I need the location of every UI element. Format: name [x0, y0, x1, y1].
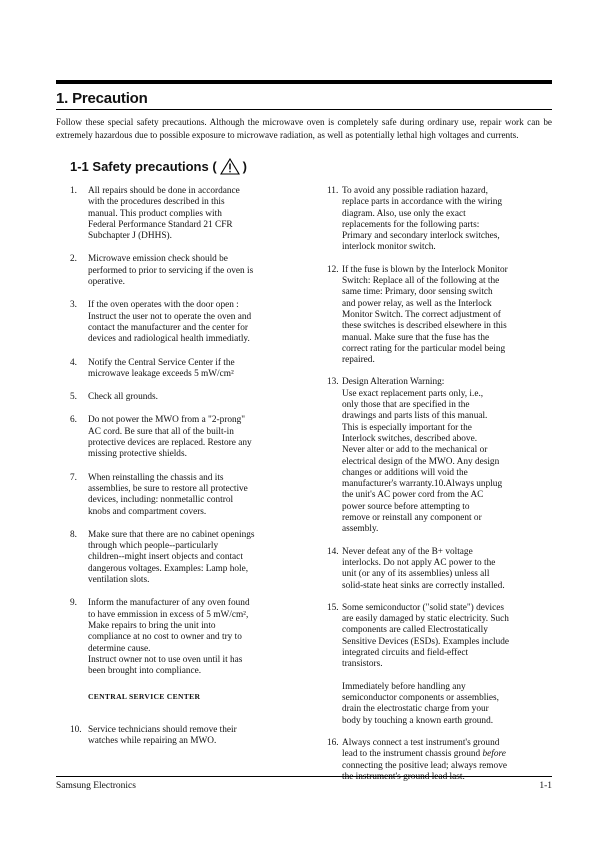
item-number: 10.: [70, 724, 82, 735]
item-number: 8.: [70, 529, 77, 540]
list-item: [70, 358, 302, 381]
item-text: Design Alteration Warning: Use exact replacement parts only, i.e., only those that are specified in the drawings and parts lists of this manual. This is especially important for the Interlock switches, described above. Never alter or add to the mechanical or electrical design of the MWO. Any design changes or additions will void the manufacturer's warranty.10.Always unplug the unit's AC power cord from the AC power source before attempting to remove or reinstall any component or assembly.: [342, 377, 503, 535]
item-text: To avoid any possible radiation hazard, replace parts in accordance with the wiring diagram. Also, use only the exact replacements for the following parts: Primary and secondary interlock switches, interlock monitor switch.: [342, 186, 503, 253]
list-item: [70, 725, 302, 748]
item-number: 1.: [70, 186, 77, 196]
item-number: 7.: [70, 472, 77, 483]
item-number: 13.: [327, 377, 339, 388]
subtitle-prefix: 1-1 Safety precautions (: [70, 159, 217, 174]
item-text: Notify the Central Service Center if the microwave leakage exceeds 5 mW/cm²: [88, 357, 235, 379]
item-number: 15.: [327, 602, 339, 613]
right-column: [327, 186, 555, 794]
item-text: Make sure that there are no cabinet openings through which people--particularly children--might insert objects and contact dangerous voltages. Examples: Lamp hole, ventilation slots.: [88, 529, 255, 586]
title-rule: [56, 109, 552, 110]
page-title: 1. Precaution: [56, 90, 148, 107]
list-item: [327, 547, 555, 592]
list-item: [70, 254, 302, 288]
list-item: [70, 415, 302, 460]
intro-paragraph: Follow these special safety precautions. Although the microwave oven is completely safe during ordinary use, repair work can be extremely hazardous due to possible exposure to microwave radiation, as well as potentially lethal high voltages and currents.: [56, 117, 552, 140]
item-text: Check all grounds.: [88, 392, 158, 403]
footer-rule: [56, 776, 552, 777]
item-text: When reinstalling the chassis and its assemblies, be sure to restore all protective devices, including: nonmetallic control knobs and compartment covers.: [88, 472, 248, 517]
list-item: [327, 265, 555, 367]
item-number: 5.: [70, 392, 77, 403]
item-number: 14.: [327, 546, 339, 557]
item-number: 9.: [70, 598, 77, 609]
item-text: Microwave emission check should be performed to prior to servicing if the oven is operative.: [88, 254, 254, 288]
list-item: [327, 377, 555, 535]
left-column: [70, 186, 302, 759]
item-text-emphasis: before: [482, 749, 506, 760]
item-number: 2.: [70, 254, 77, 265]
central-service-center-label: CENTRAL SERVICE CENTER: [88, 692, 201, 702]
item-number: 4.: [70, 357, 77, 368]
item-text: If the fuse is blown by the Interlock Monitor Switch: Replace all of the following at the same time: Primary, door sensing switch and power relay, as well as the Interlock Monitor Switch. The correct adjustment of these switches is described elsewhere in this manual. Make sure that the fuse has the correct rating for the particular model being repaired.: [342, 264, 508, 366]
item-text: Service technicians should remove their watches while repairing an MWO.: [88, 724, 237, 746]
item-text: Never defeat any of the B+ voltage interlocks. Do not apply AC power to the unit (or any of its assemblies) unless all solid-state heat sinks are correctly installed.: [342, 546, 505, 591]
section-subtitle: [70, 158, 247, 175]
list-item: [70, 598, 302, 677]
item-number: 3.: [70, 300, 77, 311]
top-rule: [56, 80, 552, 84]
list-item: [327, 186, 555, 254]
item-number: 12.: [327, 264, 339, 275]
list-item: [70, 300, 302, 345]
item-text-part: connecting the positive lead; always remove: [342, 760, 507, 771]
item-text-part: Always connect a test instrument's ground lead to the instrument chassis ground: [342, 738, 500, 760]
list-item: [70, 473, 302, 518]
list-item: [327, 603, 555, 727]
item-text: If the oven operates with the door open : Instruct the user not to operate the oven and contact the manufacturer and the center for devices and radiological health immediatly.: [88, 300, 252, 345]
warning-triangle-icon: [220, 158, 240, 175]
subtitle-suffix: ): [242, 159, 247, 174]
item-text: Some semiconductor ("solid state") devices are easily damaged by static electricity. Such components are called Electrostatically Sensitive Devices (ESDs). Examples include integrated circuits and field-effect transistors. Immediately before handling any semiconductor components or assemblies, drain the electrostatic charge from your body by touching a known earth ground.: [342, 602, 510, 726]
footer-page-number: 1-1: [539, 781, 552, 791]
item-number: 11.: [327, 186, 339, 196]
list-item: [70, 530, 302, 586]
footer-company: Samsung Electronics: [56, 781, 136, 791]
item-number: 16.: [327, 738, 339, 749]
item-text: Do not power the MWO from a "2-prong" AC cord. Be sure that all of the built-in protective devices are replaced. Restore any missing protective shields.: [88, 415, 252, 460]
list-item: [70, 186, 302, 242]
list-item: [70, 392, 302, 403]
item-text: All repairs should be done in accordance with the procedures described in this manual. This product complies with Federal Performance Standard 21 CFR Subchapter J (DHHS).: [88, 186, 240, 242]
item-text: Inform the manufacturer of any oven found to have emmission in excess of 5 mW/cm², Make repairs to bring the unit into compliance at no cost to owner and try to determine cause. Instruct owner not to use oven until it has been brought into compliance.: [88, 598, 250, 677]
item-number: 6.: [70, 415, 77, 426]
